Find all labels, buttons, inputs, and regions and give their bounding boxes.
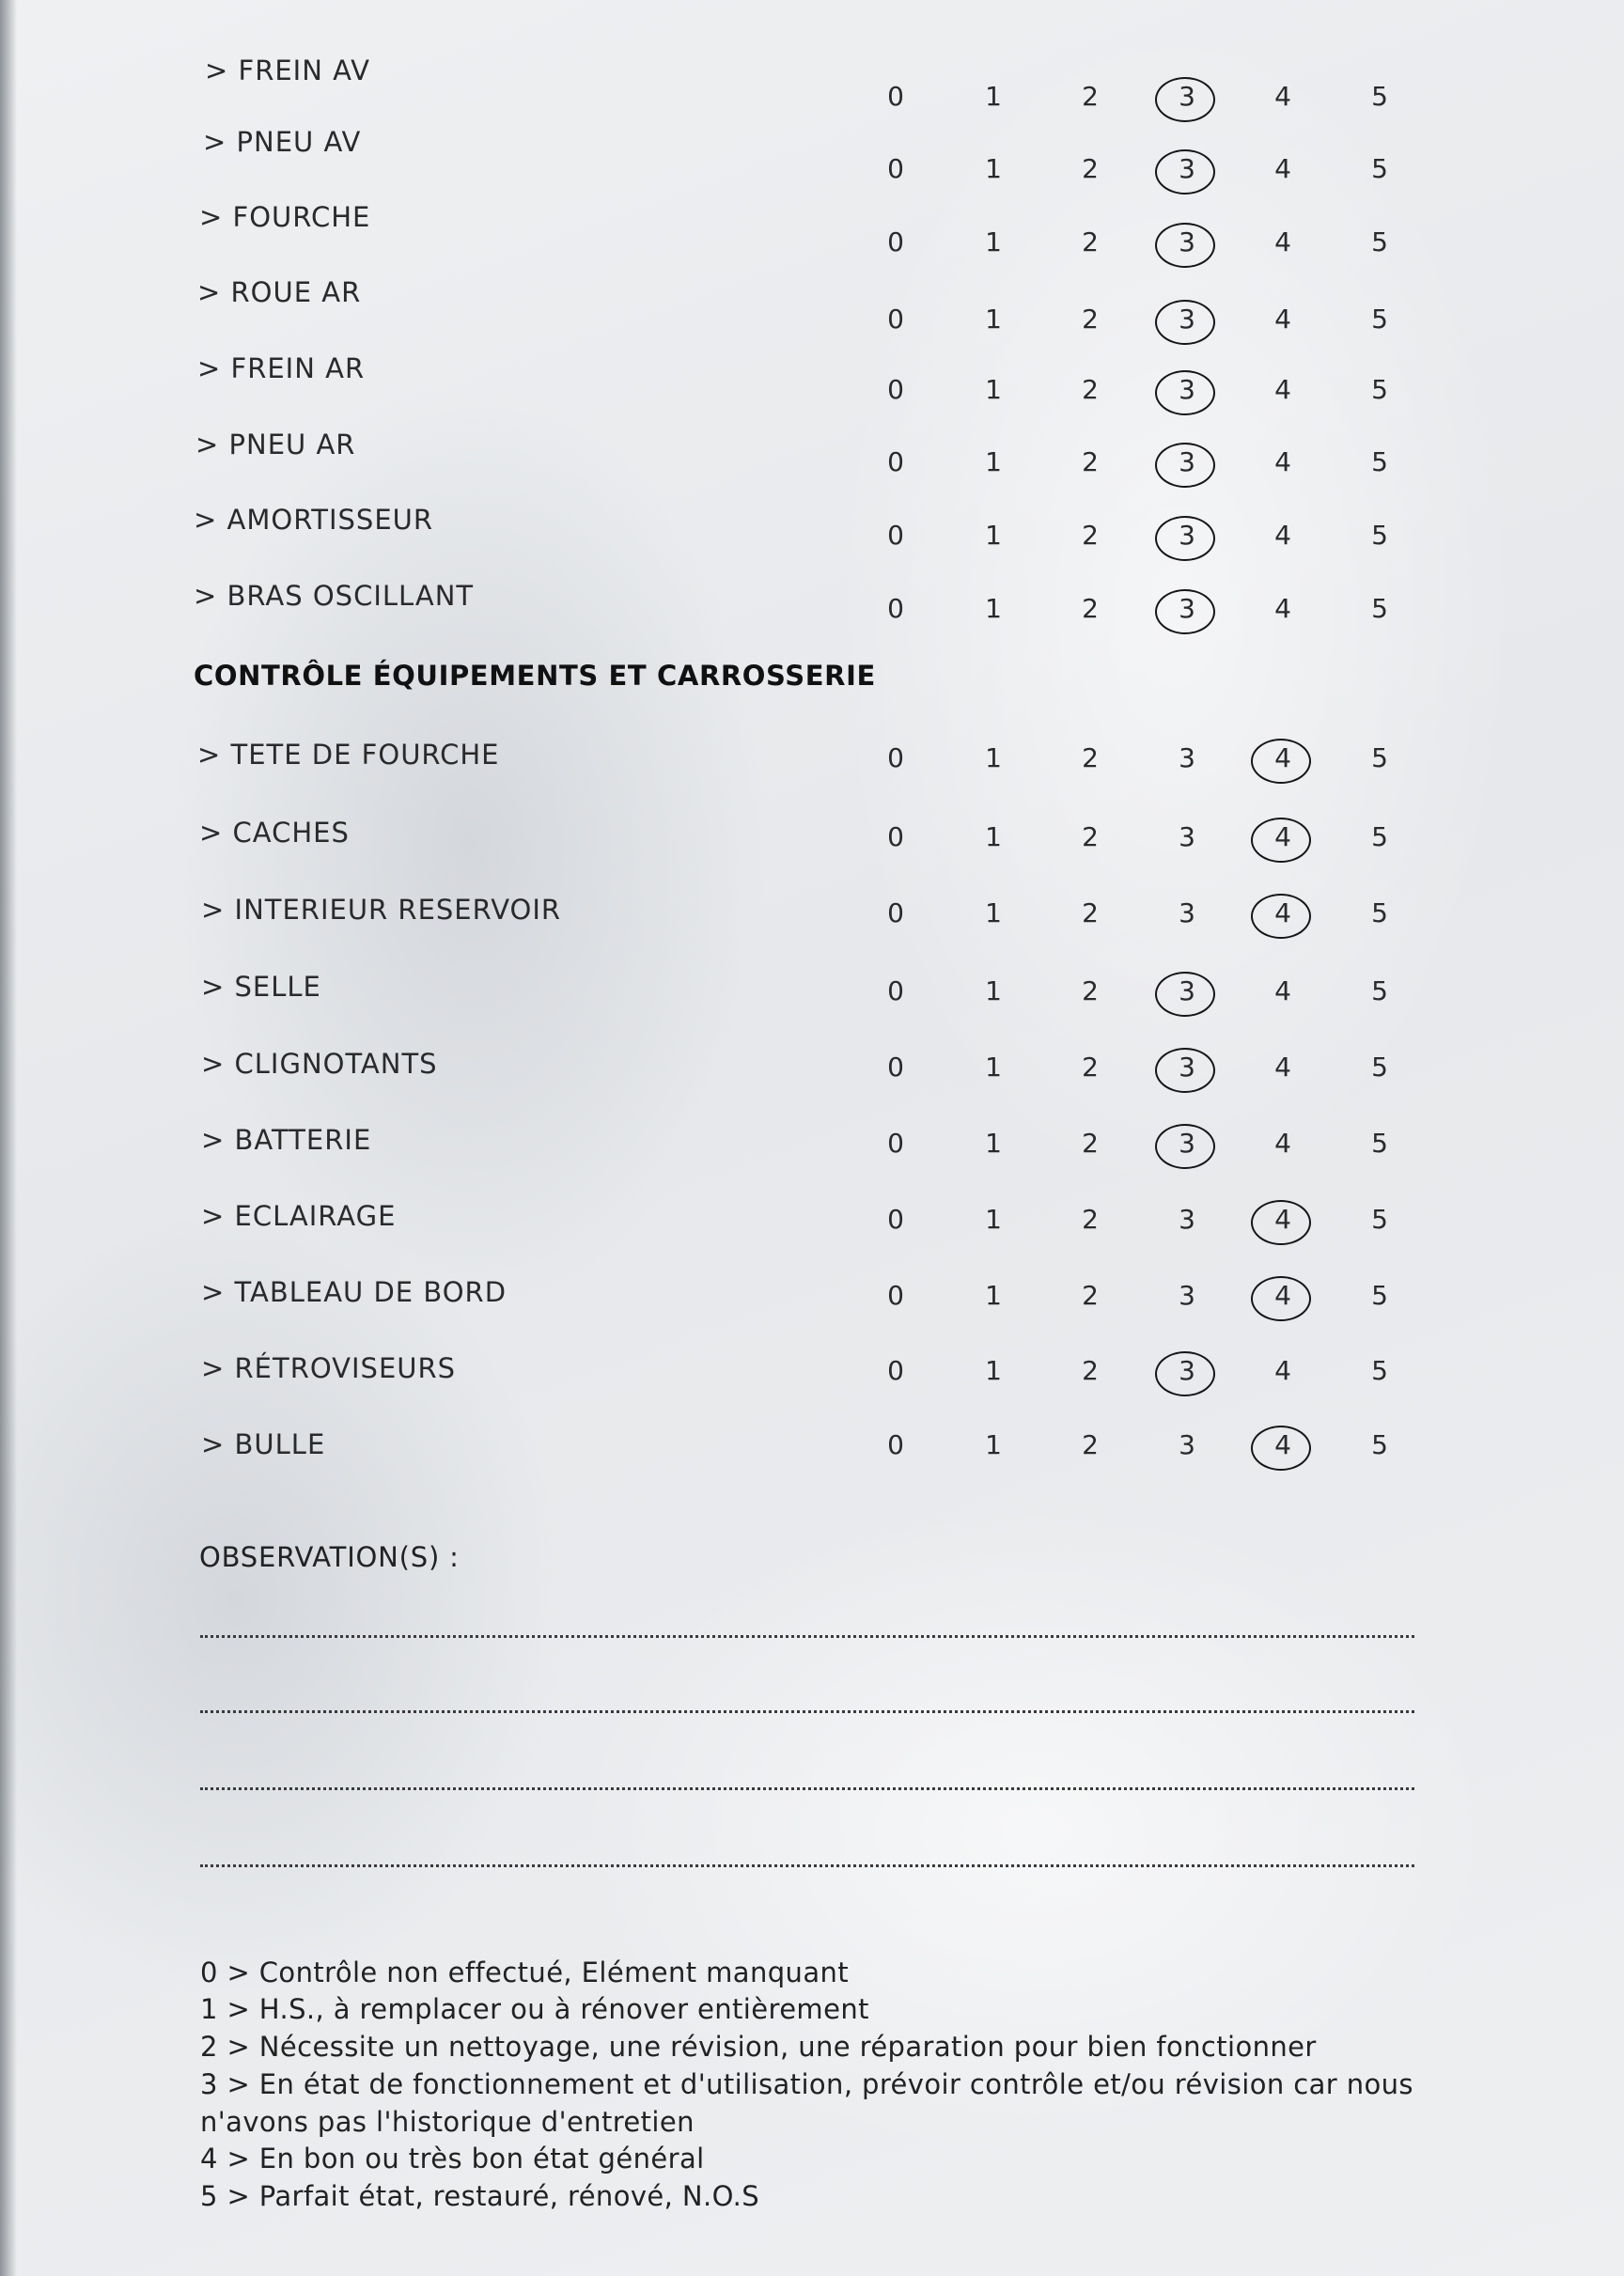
rating-option-3[interactable]: 3: [1179, 446, 1195, 477]
rating-option-1[interactable]: 1: [985, 374, 1002, 405]
rating-option-5[interactable]: 5: [1371, 1204, 1388, 1235]
rating-option-2[interactable]: 2: [1082, 81, 1099, 112]
legend-line: 1 > H.S., à remplacer ou à rénover entièrement: [200, 1993, 869, 2025]
rating-option-3[interactable]: 3: [1179, 897, 1195, 928]
rating-option-4[interactable]: 4: [1274, 1280, 1291, 1311]
rating-option-3[interactable]: 3: [1179, 1355, 1195, 1386]
rating-option-4[interactable]: 4: [1274, 374, 1291, 405]
rating-option-1[interactable]: 1: [985, 821, 1002, 852]
rating-option-0[interactable]: 0: [887, 226, 904, 257]
checklist-item-label: > PNEU AR: [195, 429, 356, 460]
checklist-item-label: > SELLE: [201, 971, 321, 1003]
rating-option-2[interactable]: 2: [1082, 742, 1099, 773]
rating-option-3[interactable]: 3: [1179, 520, 1195, 551]
rating-option-3[interactable]: 3: [1179, 1052, 1195, 1083]
rating-option-0[interactable]: 0: [887, 821, 904, 852]
rating-option-5[interactable]: 5: [1371, 1355, 1388, 1386]
rating-option-4[interactable]: 4: [1274, 975, 1291, 1006]
rating-option-3[interactable]: 3: [1179, 374, 1195, 405]
rating-option-2[interactable]: 2: [1082, 1204, 1099, 1235]
rating-option-0[interactable]: 0: [887, 593, 904, 624]
rating-option-3[interactable]: 3: [1179, 1280, 1195, 1311]
rating-option-1[interactable]: 1: [985, 226, 1002, 257]
rating-option-0[interactable]: 0: [887, 81, 904, 112]
rating-option-4[interactable]: 4: [1274, 153, 1291, 184]
rating-option-2[interactable]: 2: [1082, 975, 1099, 1006]
checklist-item-label: > ECLAIRAGE: [201, 1200, 397, 1232]
rating-option-4[interactable]: 4: [1274, 1429, 1291, 1460]
rating-option-2[interactable]: 2: [1082, 1355, 1099, 1386]
checklist-item-label: > CACHES: [199, 817, 350, 849]
rating-option-5[interactable]: 5: [1371, 593, 1388, 624]
rating-option-1[interactable]: 1: [985, 593, 1002, 624]
rating-option-1[interactable]: 1: [985, 742, 1002, 773]
rating-option-0[interactable]: 0: [887, 374, 904, 405]
rating-option-4[interactable]: 4: [1274, 1128, 1291, 1159]
rating-option-5[interactable]: 5: [1371, 821, 1388, 852]
rating-option-4[interactable]: 4: [1274, 742, 1291, 773]
section-title-equipements: CONTRÔLE ÉQUIPEMENTS ET CARROSSERIE: [194, 660, 876, 692]
rating-option-5[interactable]: 5: [1371, 1052, 1388, 1083]
legend-line: 4 > En bon ou très bon état général: [200, 2143, 705, 2175]
rating-option-1[interactable]: 1: [985, 1355, 1002, 1386]
rating-option-1[interactable]: 1: [985, 520, 1002, 551]
checklist-item-label: > CLIGNOTANTS: [201, 1048, 438, 1080]
rating-option-5[interactable]: 5: [1371, 81, 1388, 112]
rating-option-4[interactable]: 4: [1274, 897, 1291, 928]
rating-option-4[interactable]: 4: [1274, 81, 1291, 112]
legend-line: 0 > Contrôle non effectué, Elément manquant: [200, 1956, 850, 1988]
legend-line: 5 > Parfait état, restauré, rénové, N.O.S: [200, 2180, 760, 2212]
rating-option-5[interactable]: 5: [1371, 153, 1388, 184]
checklist-item-label: > BULLE: [201, 1428, 326, 1460]
rating-option-4[interactable]: 4: [1274, 1355, 1291, 1386]
rating-option-4[interactable]: 4: [1274, 1052, 1291, 1083]
rating-option-0[interactable]: 0: [887, 1429, 904, 1460]
rating-option-5[interactable]: 5: [1371, 1128, 1388, 1159]
rating-option-4[interactable]: 4: [1274, 1204, 1291, 1235]
rating-option-2[interactable]: 2: [1082, 1128, 1099, 1159]
rating-option-1[interactable]: 1: [985, 975, 1002, 1006]
rating-option-2[interactable]: 2: [1082, 1280, 1099, 1311]
rating-option-1[interactable]: 1: [985, 1128, 1002, 1159]
rating-option-1[interactable]: 1: [985, 153, 1002, 184]
rating-option-0[interactable]: 0: [887, 446, 904, 477]
rating-option-2[interactable]: 2: [1082, 226, 1099, 257]
checklist-item-label: > FOURCHE: [199, 201, 371, 233]
rating-option-0[interactable]: 0: [887, 304, 904, 335]
checklist-item-label: > TETE DE FOURCHE: [197, 739, 500, 771]
rating-option-1[interactable]: 1: [985, 1429, 1002, 1460]
rating-option-0[interactable]: 0: [887, 520, 904, 551]
rating-option-3[interactable]: 3: [1179, 304, 1195, 335]
rating-option-0[interactable]: 0: [887, 1280, 904, 1311]
rating-option-4[interactable]: 4: [1274, 304, 1291, 335]
rating-option-0[interactable]: 0: [887, 1128, 904, 1159]
rating-option-1[interactable]: 1: [985, 446, 1002, 477]
legend-line: n'avons pas l'historique d'entretien: [200, 2106, 695, 2138]
rating-option-3[interactable]: 3: [1179, 1429, 1195, 1460]
rating-option-0[interactable]: 0: [887, 1052, 904, 1083]
checklist-item-label: > FREIN AV: [205, 55, 370, 86]
checklist-item-label: > ROUE AR: [197, 276, 362, 308]
rating-option-3[interactable]: 3: [1179, 153, 1195, 184]
rating-option-2[interactable]: 2: [1082, 1052, 1099, 1083]
rating-option-2[interactable]: 2: [1082, 821, 1099, 852]
observations-label: OBSERVATION(S) :: [199, 1541, 460, 1573]
observation-line[interactable]: [200, 1864, 1414, 1867]
rating-option-0[interactable]: 0: [887, 742, 904, 773]
rating-option-2[interactable]: 2: [1082, 446, 1099, 477]
rating-option-0[interactable]: 0: [887, 897, 904, 928]
observation-line[interactable]: [200, 1635, 1414, 1638]
legend-line: 3 > En état de fonctionnement et d'utilisation, prévoir contrôle et/ou révision car nous: [200, 2068, 1413, 2100]
checklist-item-label: > PNEU AV: [203, 126, 362, 158]
checklist-item-label: > RÉTROVISEURS: [201, 1352, 457, 1384]
rating-option-4[interactable]: 4: [1274, 593, 1291, 624]
rating-option-5[interactable]: 5: [1371, 1280, 1388, 1311]
rating-option-1[interactable]: 1: [985, 81, 1002, 112]
rating-option-3[interactable]: 3: [1179, 593, 1195, 624]
rating-option-5[interactable]: 5: [1371, 742, 1388, 773]
checklist-item-label: > FREIN AR: [197, 352, 366, 384]
legend-line: 2 > Nécessite un nettoyage, une révision, une réparation pour bien fonctionner: [200, 2031, 1317, 2063]
rating-option-5[interactable]: 5: [1371, 897, 1388, 928]
rating-option-1[interactable]: 1: [985, 1052, 1002, 1083]
rating-option-5[interactable]: 5: [1371, 520, 1388, 551]
rating-option-4[interactable]: 4: [1274, 821, 1291, 852]
rating-option-0[interactable]: 0: [887, 1204, 904, 1235]
rating-option-2[interactable]: 2: [1082, 1429, 1099, 1460]
rating-option-2[interactable]: 2: [1082, 374, 1099, 405]
checklist-item-label: > INTERIEUR RESERVOIR: [201, 894, 562, 926]
rating-option-5[interactable]: 5: [1371, 975, 1388, 1006]
observation-line[interactable]: [200, 1787, 1414, 1790]
rating-option-3[interactable]: 3: [1179, 821, 1195, 852]
rating-option-4[interactable]: 4: [1274, 446, 1291, 477]
page-edge-shadow: [0, 0, 17, 2276]
rating-option-3[interactable]: 3: [1179, 1128, 1195, 1159]
rating-option-2[interactable]: 2: [1082, 153, 1099, 184]
rating-option-0[interactable]: 0: [887, 1355, 904, 1386]
rating-option-4[interactable]: 4: [1274, 520, 1291, 551]
rating-option-1[interactable]: 1: [985, 897, 1002, 928]
checklist-item-label: > BRAS OSCILLANT: [194, 580, 475, 612]
rating-option-5[interactable]: 5: [1371, 374, 1388, 405]
rating-option-3[interactable]: 3: [1179, 81, 1195, 112]
checklist-item-label: > BATTERIE: [201, 1124, 372, 1156]
rating-option-4[interactable]: 4: [1274, 226, 1291, 257]
rating-option-2[interactable]: 2: [1082, 897, 1099, 928]
rating-option-1[interactable]: 1: [985, 304, 1002, 335]
rating-option-1[interactable]: 1: [985, 1204, 1002, 1235]
rating-option-5[interactable]: 5: [1371, 446, 1388, 477]
rating-option-2[interactable]: 2: [1082, 593, 1099, 624]
checklist-item-label: > TABLEAU DE BORD: [201, 1276, 508, 1308]
rating-option-2[interactable]: 2: [1082, 520, 1099, 551]
rating-option-5[interactable]: 5: [1371, 226, 1388, 257]
rating-option-3[interactable]: 3: [1179, 1204, 1195, 1235]
rating-option-2[interactable]: 2: [1082, 304, 1099, 335]
rating-option-3[interactable]: 3: [1179, 975, 1195, 1006]
rating-option-5[interactable]: 5: [1371, 1429, 1388, 1460]
rating-option-0[interactable]: 0: [887, 975, 904, 1006]
rating-option-1[interactable]: 1: [985, 1280, 1002, 1311]
rating-option-3[interactable]: 3: [1179, 226, 1195, 257]
rating-option-5[interactable]: 5: [1371, 304, 1388, 335]
rating-option-3[interactable]: 3: [1179, 742, 1195, 773]
observation-line[interactable]: [200, 1710, 1414, 1713]
rating-option-0[interactable]: 0: [887, 153, 904, 184]
checklist-item-label: > AMORTISSEUR: [194, 504, 434, 536]
